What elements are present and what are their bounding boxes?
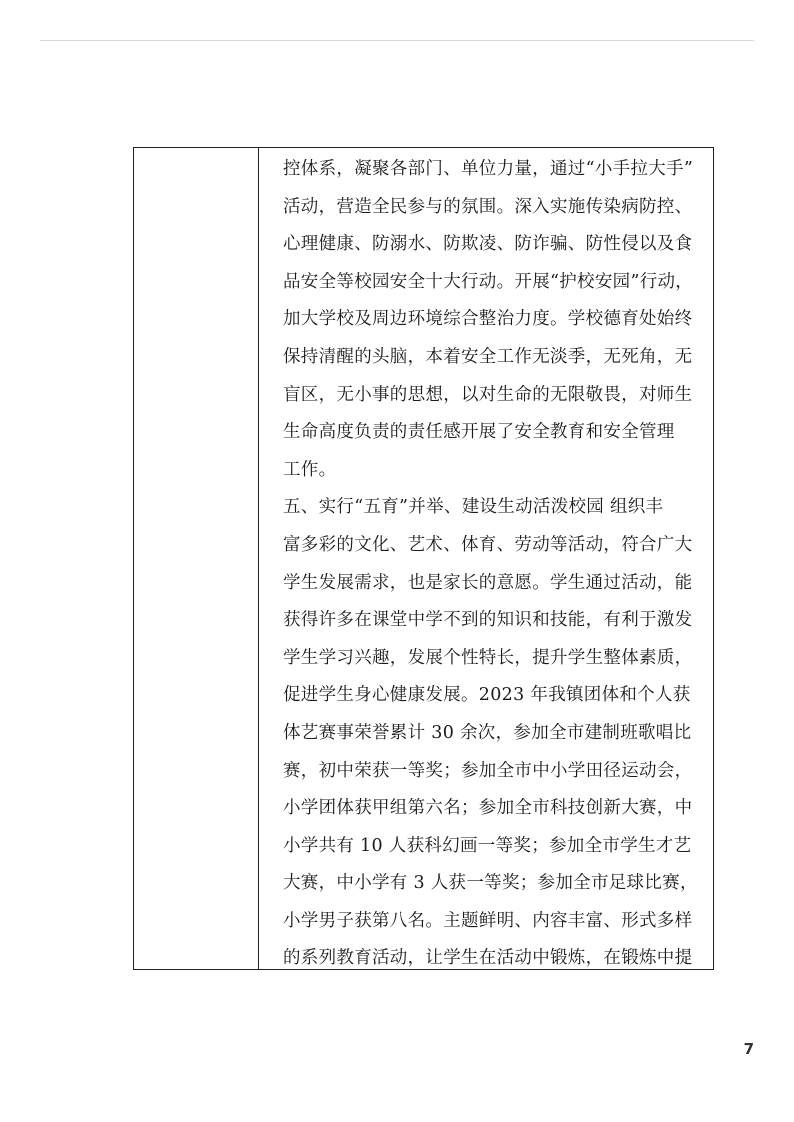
text-line: 生命高度负责的责任感开展了安全教育和安全管理 — [283, 422, 675, 443]
table-label-cell — [134, 148, 259, 969]
text-line: 获得许多在课堂中学不到的知识和技能，有利于激发 — [283, 610, 693, 631]
text-line: 小学团体获甲组第六名；参加全市科技创新大赛，中 — [283, 798, 693, 819]
text-line: 盲区，无小事的思想，以对生命的无限敬畏，对师生 — [283, 384, 693, 405]
page-number: 7 — [743, 1040, 754, 1058]
text-line: 小学男子获第八名。主题鲜明、内容丰富、形式多样 — [283, 910, 693, 931]
text-line: 控体系，凝聚各部门、单位力量，通过“小手拉大手” — [283, 159, 694, 179]
text-line: 的系列教育活动，让学生在活动中锻炼，在锻炼中提 — [283, 948, 693, 969]
text-line: 品安全等校园安全十大行动。开展“护校安园”行动， — [283, 271, 694, 292]
table-content-cell — [261, 148, 713, 969]
text-line: 工作。 — [283, 459, 337, 480]
form-table — [133, 147, 714, 970]
text-line: 加大学校及周边环境综合整治力度。学校德育处始终 — [283, 309, 693, 330]
text-line: 保持清醒的头脑，本着安全工作无淡季，无死角，无 — [283, 346, 693, 367]
section-heading-line: 五、实行“五育”并举、建设生动活泼校园 组织丰 — [283, 497, 664, 518]
text-line: 大赛，中小学有 3 人获一等奖；参加全市足球比赛， — [283, 873, 698, 894]
text-line: 促进学生身心健康发展。2023 年我镇团体和个人获 — [283, 685, 691, 706]
text-line: 小学共有 10 人获科幻画一等奖；参加全市学生才艺 — [283, 835, 692, 856]
text-line: 赛，初中荣获一等奖；参加全市中小学田径运动会， — [283, 760, 693, 781]
text-line: 体艺赛事荣誉累计 30 余次，参加全市建制班歌唱比 — [283, 722, 692, 743]
text-line: 活动，营造全民参与的氛围。深入实施传染病防控、 — [283, 196, 693, 217]
text-line: 学生学习兴趣，发展个性特长，提升学生整体素质， — [283, 647, 693, 668]
page-top-rule — [40, 40, 754, 41]
text-line: 学生发展需求，也是家长的意愿。学生通过活动，能 — [283, 572, 693, 593]
text-line: 心理健康、防溺水、防欺凌、防诈骗、防性侵以及食 — [283, 234, 693, 255]
text-line: 富多彩的文化、艺术、体育、劳动等活动，符合广大 — [283, 534, 693, 555]
